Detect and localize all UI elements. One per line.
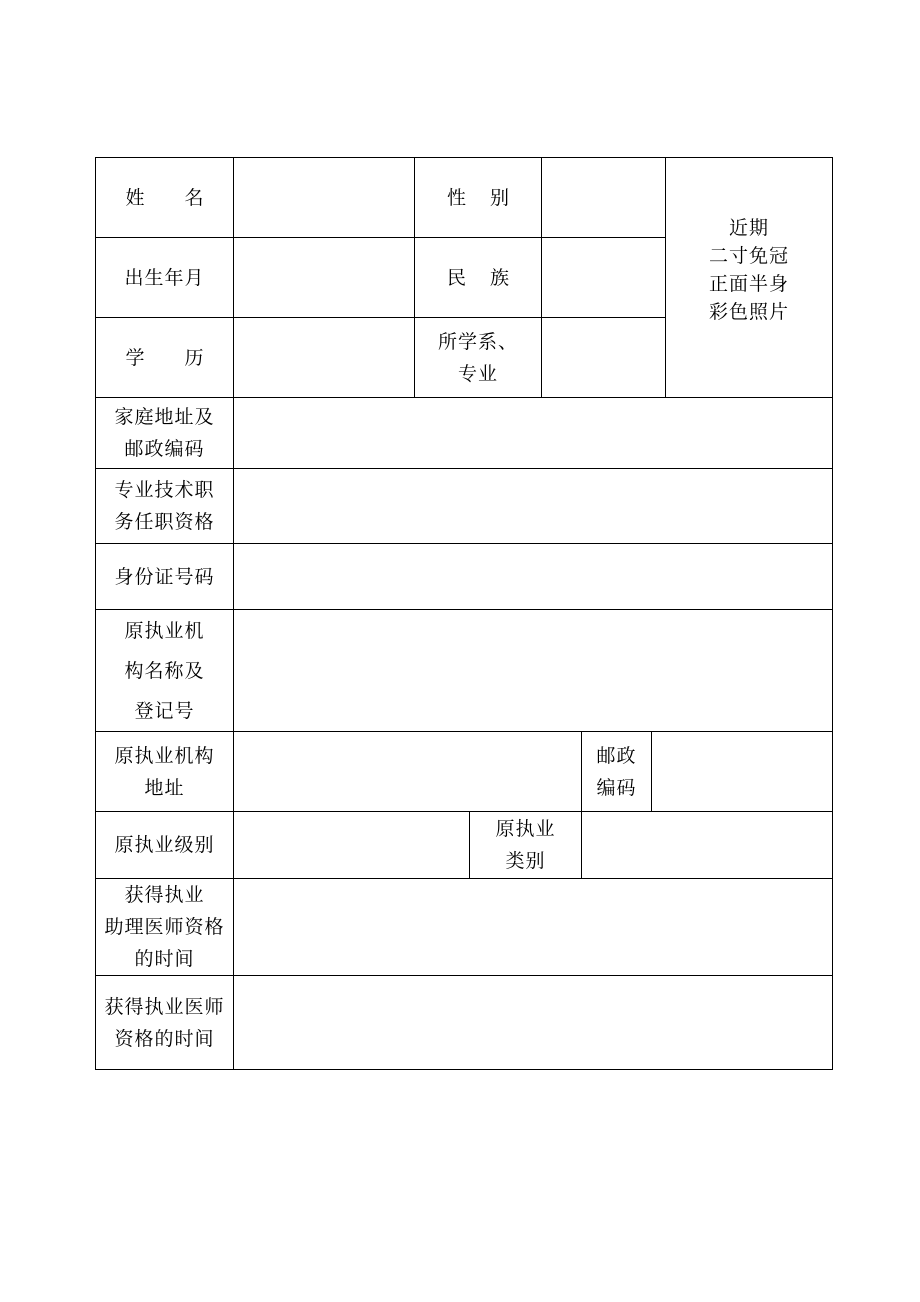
major-label: 所学系、 专业 [437,330,518,385]
id-number-label-cell [96,544,234,610]
former-level-label: 原执业级别 [114,834,215,856]
education-input[interactable] [234,318,415,398]
tech-title-input[interactable] [234,469,832,544]
home-address-label-cell [96,398,234,469]
birth-label: 出生年月 [124,266,205,289]
assistant-qualification-input[interactable] [234,879,832,976]
former-address-input[interactable] [234,732,582,812]
home-address-label: 家庭地址及 邮政编码 [114,406,215,460]
former-address-label: 原执业机构 地址 [114,744,215,799]
gender-label-cell [415,158,542,238]
photo-instruction: 近期 二寸免冠 正面半身 彩色照片 [708,217,789,323]
former-level-input[interactable] [234,812,470,879]
ethnicity-label: 民族 [446,266,533,289]
former-level-label-cell [96,812,234,879]
major-input[interactable] [542,318,666,398]
physician-qualification-input[interactable] [234,976,832,1069]
registration-form-table [95,157,833,1070]
tech-title-label-cell [96,469,234,544]
major-label-cell [415,318,542,398]
gender-label: 性别 [446,186,533,209]
former-category-label: 原执业 类别 [495,818,556,872]
assistant-qualification-label: 获得执业 助理医师资格 的时间 [104,884,225,970]
name-label-cell [96,158,244,238]
tech-title-label: 专业技术职 务任职资格 [114,479,215,533]
former-institution-label: 原执业机 构名称及 登记号 [124,619,205,722]
photo-box[interactable] [666,158,832,398]
former-category-input[interactable] [582,812,832,879]
ethnicity-label-cell [415,238,542,318]
education-label: 学历 [125,346,244,369]
ethnicity-input[interactable] [542,238,666,318]
name-label: 姓名 [125,186,244,209]
postal-code-input[interactable] [652,732,832,812]
id-number-input[interactable] [234,544,832,610]
birth-label-cell [96,238,234,318]
birth-input[interactable] [234,238,415,318]
assistant-qualification-label-cell [96,879,234,976]
former-institution-input[interactable] [234,610,832,732]
former-address-label-cell [96,732,234,812]
name-input[interactable] [234,158,415,238]
education-label-cell [96,318,244,398]
former-institution-label-cell [96,610,234,732]
former-category-label-cell [470,812,582,879]
postal-code-label: 邮政 编码 [596,744,637,799]
postal-code-label-cell [582,732,652,812]
home-address-input[interactable] [234,398,832,469]
id-number-label: 身份证号码 [114,565,215,588]
physician-qualification-label: 获得执业医师 资格的时间 [104,995,225,1050]
gender-input[interactable] [542,158,666,238]
physician-qualification-label-cell [96,976,234,1069]
